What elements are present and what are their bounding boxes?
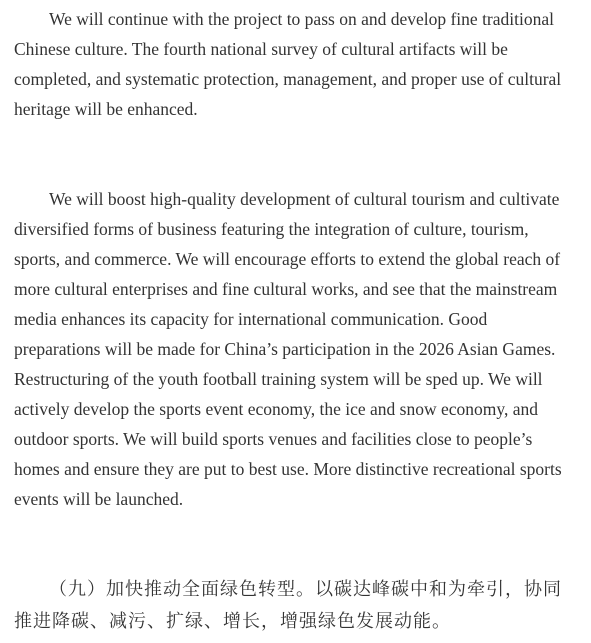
paragraph-cultural-tourism-sports: We will boost high-quality development of cultural tourism and cultivate diversified forms of business featuring the integration of culture, tourism, sports, and commerce. We will encourage efforts to extend the global reach of more cultural enterprises and fine cultural works, and see that the mainstream media enhances its capacity for international communication. Good preparations will be made for China’s participation in the 2026 Asian Games. Restructuring of the youth football training system will be sped up. We will actively develop the sports event economy, the ice and snow economy, and outdoor sports. We will build sports venues and facilities close to people’s homes and ensure they are put to best use. More distinctive recreational sports events will be launched. xyxy=(14,189,562,509)
paragraph-cultural-heritage: We will continue with the project to pass on and develop fine traditional Chinese culture. The fourth national survey of cultural artifacts will be completed, and systematic protection, management, and proper use of cultural heritage will be enhanced. xyxy=(14,9,562,119)
document-body xyxy=(14,4,576,638)
paragraph-green-transition-chinese: （九）加快推动全面绿色转型。以碳达峰碳中和为牵引，协同推进降碳、减污、扩绿、增长，增强绿色发展动能。 xyxy=(14,579,562,632)
